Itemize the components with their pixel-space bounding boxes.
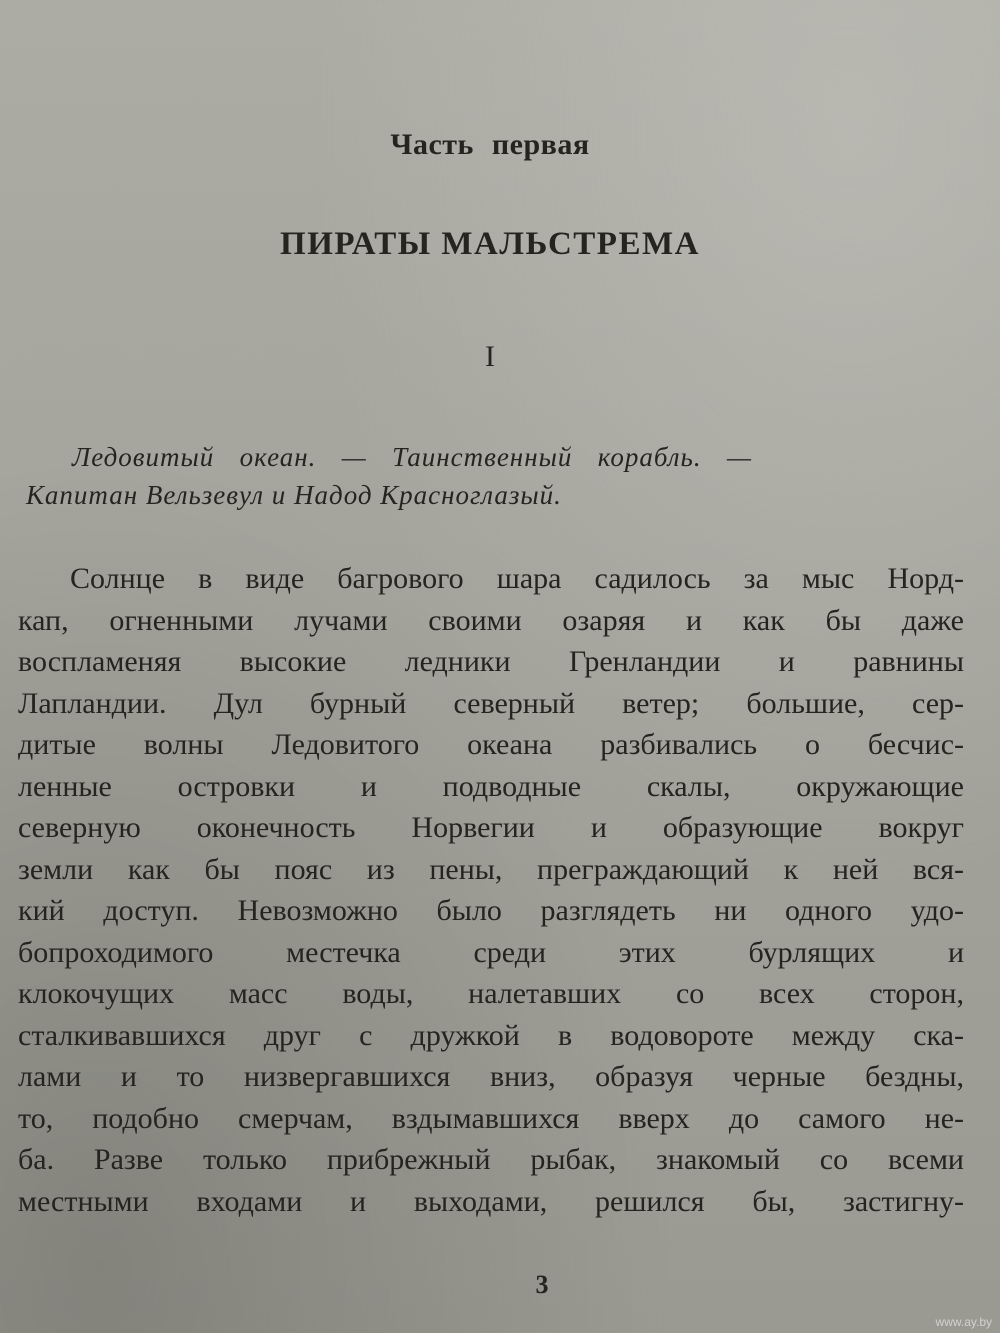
text-line: ба. Разве только прибрежный рыбак, знакомый со всеми bbox=[18, 1143, 964, 1176]
text-line: бопроходимого местечка среди этих бурлящих и bbox=[18, 935, 964, 969]
text-line: дитые волны Ледовитого океана разбивались о бесчис- bbox=[18, 728, 964, 761]
chapter-summary bbox=[26, 438, 752, 514]
text-line: северную оконечность Норвегии и образующие вокруг bbox=[18, 811, 964, 844]
body-paragraph bbox=[18, 558, 964, 1222]
text-line: Солнце в виде багрового шара садилось за мыс Норд- bbox=[70, 562, 964, 595]
summary-line: Капитан Вельзевул и Надод Красноглазый. bbox=[26, 480, 562, 510]
chapter-number: I bbox=[485, 340, 495, 373]
text-line: кап, огненными лучами своими озаряя и как бы даже bbox=[18, 603, 964, 637]
text-line: местными входами и выходами, решился бы, застигну- bbox=[18, 1184, 964, 1218]
page-number: 3 bbox=[535, 1270, 549, 1299]
text-line: воспламеняя высокие ледники Гренландии и равнины bbox=[18, 645, 964, 678]
text-line: ленные островки и подводные скалы, окружающие bbox=[18, 769, 964, 803]
text-line: сталкивавшихся друг с дружкой в водовороте между ска- bbox=[18, 1018, 964, 1052]
part-title: Часть первая bbox=[390, 128, 590, 161]
text-line: земли как бы пояс из пены, преграждающий к ней вся- bbox=[18, 852, 964, 886]
text-line: клокочущих масс воды, налетавших со всех сторон, bbox=[18, 977, 964, 1010]
text-line: лами и то низвергавшихся вниз, образуя черные бездны, bbox=[18, 1060, 964, 1093]
text-line: то, подобно смерчам, вздымавшихся вверх до самого не- bbox=[18, 1101, 964, 1135]
summary-line: Ледовитый океан. — Таинственный корабль. — bbox=[72, 442, 752, 472]
book-title: ПИРАТЫ МАЛЬСТРЕМА bbox=[280, 226, 700, 262]
text-line: Лапландии. Дул бурный северный ветер; большие, сер- bbox=[18, 686, 964, 720]
text-line: кий доступ. Невозможно было разглядеть ни одного удо- bbox=[18, 894, 964, 927]
watermark: www.ay.by bbox=[935, 1315, 992, 1329]
